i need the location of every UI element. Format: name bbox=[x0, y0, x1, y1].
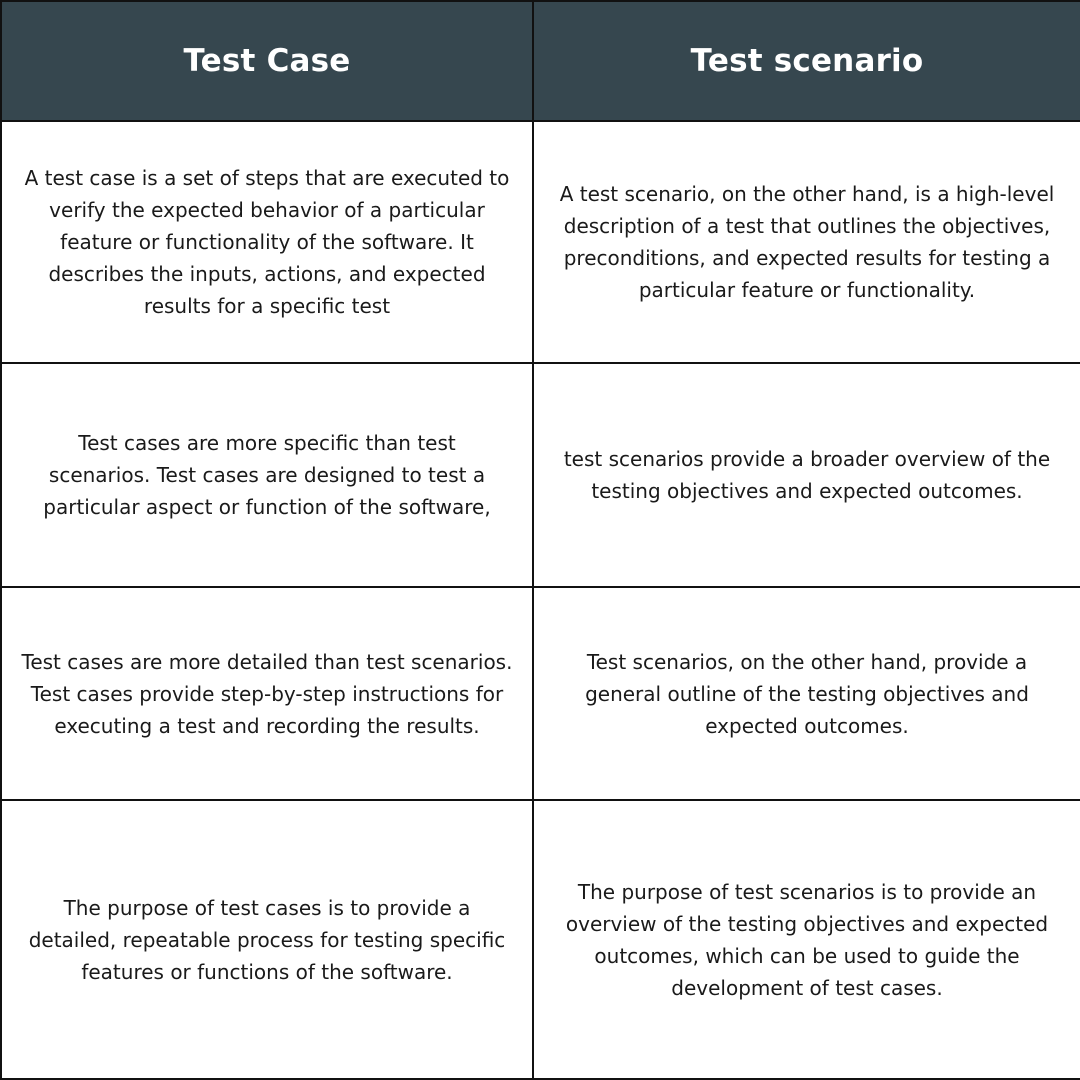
row-3-test-scenario bbox=[534, 588, 1080, 801]
row-1-test-case-text: A test case is a set of steps that are executed to verify the expected behavior of a particular feature or functionality of the software. It describes the inputs, actions, and expected results for a specific test bbox=[24, 166, 510, 318]
row-4-test-case-text: The purpose of test cases is to provide a detailed, repeatable process for testing specific features or functions of the software. bbox=[28, 895, 506, 984]
row-4-test-scenario bbox=[534, 801, 1080, 1078]
row-2-test-case-text: Test cases are more specific than test scenarios. Test cases are designed to test a particular aspect or function of the software, bbox=[43, 431, 491, 519]
row-4-test-scenario-text: The purpose of test scenarios is to provide an overview of the testing objectives and expected outcomes, which can be used to guide the development of test cases. bbox=[565, 879, 1049, 1000]
row-1-test-scenario bbox=[534, 122, 1080, 364]
row-3-test-case bbox=[2, 588, 534, 801]
row-2-test-case bbox=[2, 364, 534, 588]
row-4-test-case bbox=[2, 801, 534, 1078]
header-test-scenario: Test scenario bbox=[534, 2, 1080, 122]
row-1-test-case bbox=[2, 122, 534, 364]
row-1-test-scenario-text: A test scenario, on the other hand, is a high-level description of a test that outlines the objectives, preconditions, and expected results for testing a particular feature or functionality. bbox=[559, 182, 1055, 302]
row-2-test-scenario-text: test scenarios provide a broader overview of the testing objectives and expected outcomes. bbox=[563, 447, 1051, 503]
header-test-case: Test Case bbox=[2, 2, 534, 122]
row-3-test-scenario-text: Test scenarios, on the other hand, provide a general outline of the testing objectives and expected outcomes. bbox=[585, 649, 1029, 738]
row-3-test-case-text: Test cases are more detailed than test scenarios. Test cases provide step-by-step instructions for executing a test and recording the results. bbox=[21, 649, 513, 738]
row-2-test-scenario bbox=[534, 364, 1080, 588]
